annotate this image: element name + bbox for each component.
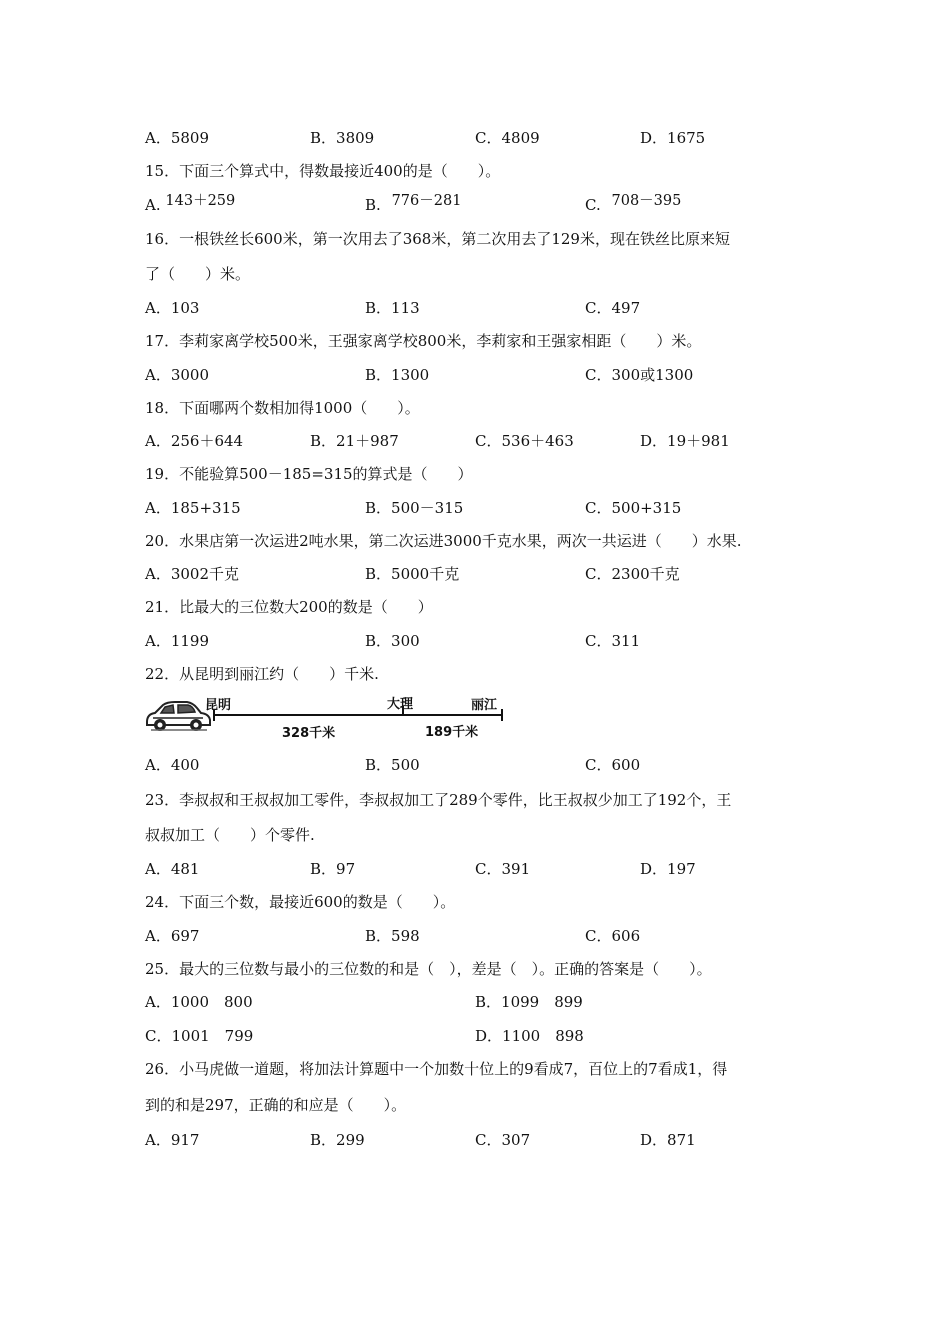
q18-option-c: C．536＋463 (475, 432, 574, 450)
q19-option-b: B．500－315 (365, 499, 464, 517)
q16-option-b: B．113 (365, 299, 420, 317)
q20-option-a: A．3002千克 (145, 565, 240, 583)
q18-option-d: D．19＋981 (640, 432, 730, 450)
q23-option-b: B．97 (310, 860, 356, 878)
q17-option-a: A．3000 (145, 366, 210, 384)
q23-option-d: D．197 (640, 860, 696, 878)
q25-text: 25．最大的三位数与最小的三位数的和是（ ），差是（ ）。正确的答案是（ ）。 (145, 960, 712, 978)
q21-option-b: B．300 (365, 632, 420, 650)
q22-text: 22．从昆明到丽江约（ ）千米. (145, 665, 379, 683)
q23-option-a: A．481 (145, 860, 200, 878)
q26-text-line1: 26．小马虎做一道题，将加法计算题中一个加数十位上的9看成7，百位上的7看成1，得 (145, 1060, 728, 1078)
q17-text: 17．李莉家离学校500米，王强家离学校800米，李莉家和王强家相距（ ）米。 (145, 332, 702, 350)
q21-text: 21．比最大的三位数大200的数是（ ） (145, 598, 433, 616)
q26-option-c: C．307 (475, 1131, 531, 1149)
q15-option-c-label: C. (585, 196, 601, 214)
q15-option-a (145, 195, 235, 216)
q15-option-b-expr: 776－281 (391, 193, 462, 209)
q21-option-c: C．311 (585, 632, 641, 650)
q25-option-d: D．1100 898 (475, 1027, 584, 1045)
q14-option-b: B．3809 (310, 129, 375, 147)
route-tick-end (501, 709, 503, 721)
q18-option-b: B．21＋987 (310, 432, 399, 450)
q17-option-b: B．1300 (365, 366, 430, 384)
q21-option-a: A．1199 (145, 632, 210, 650)
car-icon (143, 696, 213, 736)
q15-option-a-label: A. (145, 196, 161, 214)
q23-text-line1: 23．李叔叔和王叔叔加工零件，李叔叔加工了289个零件，比王叔叔少加工了192个，王 (145, 791, 732, 809)
q23-text-line2: 叔叔加工（ ）个零件. (145, 826, 315, 844)
q15-option-c-expr: 708－395 (611, 193, 682, 209)
map-label-kunming: 昆明 (205, 698, 232, 713)
q14-option-c: C．4809 (475, 129, 540, 147)
q24-option-a: A．697 (145, 927, 200, 945)
q23-option-c: C．391 (475, 860, 531, 878)
q18-option-a: A．256＋644 (145, 432, 244, 450)
q26-option-b: B．299 (310, 1131, 365, 1149)
q16-text-line2: 了（ ）米。 (145, 265, 251, 283)
q22-option-b: B．500 (365, 756, 420, 774)
q20-option-c: C．2300千克 (585, 565, 680, 583)
q20-option-b: B．5000千克 (365, 565, 460, 583)
map-distance-1: 328千米 (282, 726, 336, 741)
q19-option-a: A．185+315 (145, 499, 241, 517)
q19-text: 19．不能验算500－185=315的算式是（ ） (145, 465, 473, 483)
q26-option-d: D．871 (640, 1131, 696, 1149)
q20-text: 20．水果店第一次运进2吨水果，第二次运进3000千克水果，两次一共运进（ ）水果. (145, 532, 742, 550)
q24-option-c: C．606 (585, 927, 641, 945)
q24-option-b: B．598 (365, 927, 420, 945)
q26-option-a: A．917 (145, 1131, 200, 1149)
q25-option-c: C．1001 799 (145, 1027, 254, 1045)
map-label-dali: 大理 (387, 697, 414, 712)
q15-option-b (365, 195, 461, 216)
q25-option-b: B．1099 899 (475, 993, 583, 1011)
q15-option-a-expr: 143＋259 (165, 193, 236, 209)
q17-option-c: C．300或1300 (585, 366, 694, 384)
q24-text: 24．下面三个数，最接近600的数是（ ）。 (145, 893, 456, 911)
route-line (213, 714, 503, 716)
q16-option-a: A．103 (145, 299, 200, 317)
q19-option-c: C．500+315 (585, 499, 682, 517)
q16-text-line1: 16．一根铁丝长600米，第一次用去了368米，第二次用去了129米，现在铁丝比原来短 (145, 230, 730, 248)
q14-option-d: D．1675 (640, 129, 706, 147)
q15-text: 15．下面三个算式中，得数最接近400的是（ ）。 (145, 162, 501, 180)
q15-option-b-label: B. (365, 196, 381, 214)
q16-option-c: C．497 (585, 299, 641, 317)
map-label-lijiang: 丽江 (471, 698, 498, 713)
q22-option-a: A．400 (145, 756, 200, 774)
route-map-figure (143, 690, 508, 740)
q22-option-c: C．600 (585, 756, 641, 774)
q15-option-c (585, 195, 681, 216)
q14-option-a: A．5809 (145, 129, 210, 147)
q25-option-a: A．1000 800 (145, 993, 253, 1011)
map-distance-2: 189千米 (425, 725, 479, 740)
q18-text: 18．下面哪两个数相加得1000（ ）。 (145, 399, 420, 417)
q26-text-line2: 到的和是297，正确的和应是（ ）。 (145, 1096, 407, 1114)
